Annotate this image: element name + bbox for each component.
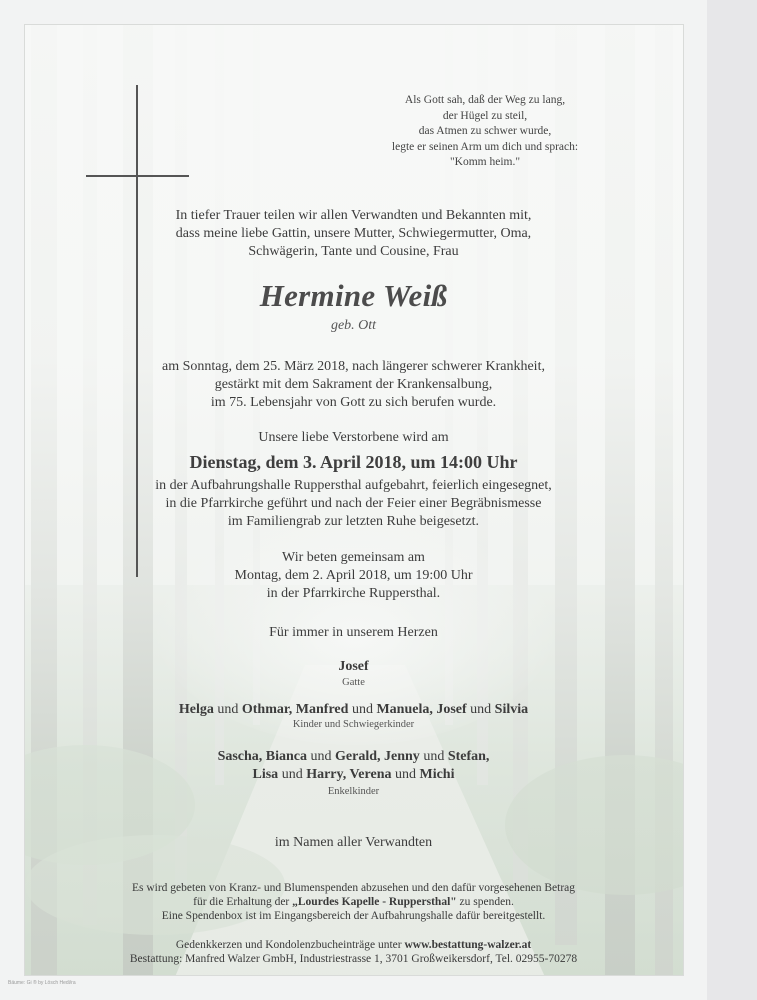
intro-line: dass meine liebe Gattin, unsere Mutter, Schwiegermutter, Oma, (175, 226, 532, 241)
spouse-name: Josef (338, 659, 369, 674)
conjunction: und (213, 702, 242, 717)
intro-line: In tiefer Trauer teilen wir allen Verwandten und Bekannten mit, (175, 208, 532, 223)
grandchildren-names (0, 748, 707, 784)
poem-line: das Atmen zu schwer wurde, (418, 125, 552, 137)
family-name: Stefan, (447, 749, 490, 764)
deceased-name: Hermine Weiß (259, 278, 448, 313)
motto: Für immer in unserem Herzen (269, 625, 438, 640)
poem (120, 93, 757, 171)
conjunction: und (419, 749, 448, 764)
donation-line: Eine Spendenbox ist im Eingangsbereich der Aufbahrungshalle dafür bereitgestellt. (161, 910, 546, 922)
intro-text (0, 207, 707, 261)
death-line: gestärkt mit dem Sakrament der Krankensalbung, (214, 377, 493, 392)
donation-request (0, 881, 707, 923)
prayer-notice (0, 549, 707, 603)
footer-line: Bestattung: Manfred Walzer GmbH, Industriestrasse 1, 3701 Großweikersdorf, Tel. 02955-70278 (129, 953, 578, 965)
footer-line: Gedenkkerzen und Kondolenzbucheinträge unter www.bestattung-walzer.at (175, 939, 532, 951)
funeral-line: im Familiengrab zur letzten Ruhe beigesetzt. (227, 514, 480, 529)
conjunction: und (391, 767, 420, 782)
cross-horizontal-bar (86, 175, 189, 177)
poem-line: der Hügel zu steil, (442, 109, 528, 122)
donation-line: für die Erhaltung der „Lourdes Kapelle - Ruppersthal" zu spenden. (193, 896, 514, 908)
family-name: Helga (178, 702, 214, 717)
poem-line: "Komm heim." (449, 156, 521, 168)
family-name: Sascha, Bianca (217, 749, 308, 764)
spouse-relation: Gatte (342, 677, 365, 688)
conjunction: und (348, 702, 377, 717)
prayer-line: Wir beten gemeinsam am (282, 550, 425, 565)
family-name: Silvia (494, 702, 529, 717)
family-name: Harry, Verena (306, 767, 392, 782)
website-link[interactable]: www.bestattung-walzer.at (404, 939, 532, 951)
footer (0, 938, 707, 966)
family-name: Manuela, Josef (376, 702, 467, 717)
prayer-line: Montag, dem 2. April 2018, um 19:00 Uhr (234, 568, 473, 583)
prayer-line: in der Pfarrkirche Ruppersthal. (266, 586, 441, 601)
conjunction: und (278, 767, 307, 782)
poem-line: Als Gott sah, daß der Weg zu lang, (404, 94, 566, 106)
children-relation: Kinder und Schwiegerkinder (292, 719, 415, 730)
death-notice (0, 358, 707, 412)
chapel-name: „Lourdes Kapelle - Ruppersthal" (292, 896, 457, 908)
poem-line: legte er seinen Arm um dich und sprach: (391, 140, 579, 153)
family-name: Lisa (252, 767, 279, 782)
conjunction: und (466, 702, 495, 717)
death-line: am Sonntag, dem 25. März 2018, nach längerer schwerer Krankheit, (162, 359, 545, 374)
funeral-date: Dienstag, dem 3. April 2018, um 14:00 Uhr (189, 452, 518, 472)
death-line: im 75. Lebensjahr von Gott zu sich berufen wurde. (210, 395, 497, 410)
family-name: Othmar, Manfred (241, 702, 349, 717)
funeral-line: in der Aufbahrungshalle Ruppersthal aufgebahrt, feierlich eingesegnet, (155, 478, 552, 493)
children-names (0, 701, 707, 719)
family-name: Michi (419, 767, 455, 782)
funeral-line: in die Pfarrkirche geführt und nach der Feier einer Begräbnismesse (165, 496, 542, 511)
signoff: im Namen aller Verwandten (274, 835, 433, 850)
conjunction: und (307, 749, 336, 764)
right-margin (707, 0, 757, 1000)
grandchildren-relation: Enkelkinder (327, 786, 380, 797)
birth-name: geb. Ott (330, 318, 377, 333)
family-name: Gerald, Jenny (335, 749, 420, 764)
image-credit: Bäume: Gi ® by Lösch Hedi/ra (8, 980, 76, 986)
intro-line: Schwägerin, Tante und Cousine, Frau (248, 244, 459, 259)
donation-line: Es wird gebeten von Kranz- und Blumenspenden abzusehen und den dafür vorgesehenen Betrag (131, 882, 576, 894)
funeral-details (0, 477, 707, 531)
funeral-intro: Unsere liebe Verstorbene wird am (258, 430, 449, 445)
